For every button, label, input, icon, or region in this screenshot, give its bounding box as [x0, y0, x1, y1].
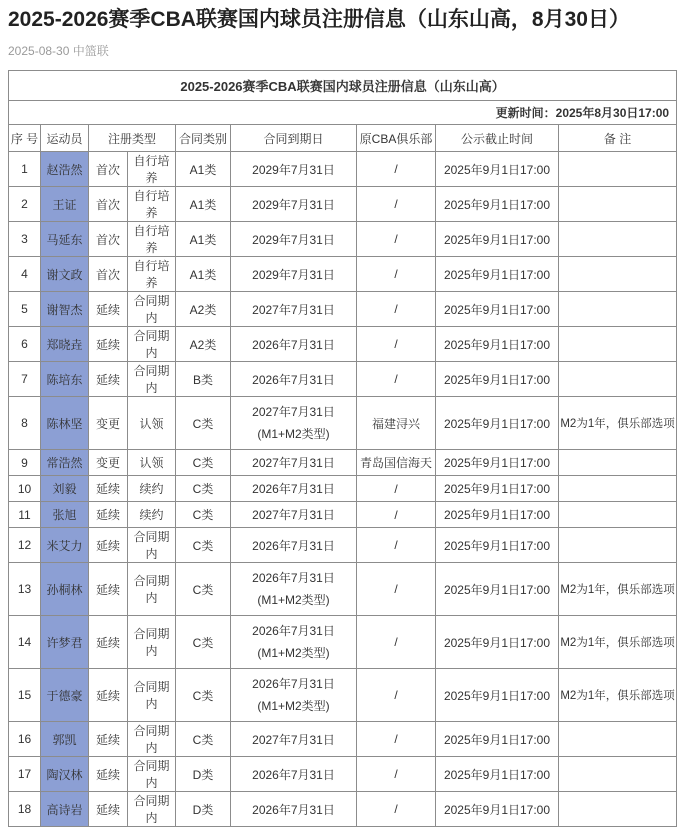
former-club: /: [357, 187, 436, 222]
contract-class: C类: [176, 722, 231, 757]
col-header-expiry: 合同到期日: [231, 125, 357, 152]
row-no: 4: [9, 257, 41, 292]
reg-type: 延续: [89, 476, 128, 502]
contract-class: D类: [176, 757, 231, 792]
player-name: 高诗岩: [41, 792, 89, 827]
publicity-deadline: 2025年9月1日17:00: [436, 152, 559, 187]
publicity-deadline: 2025年9月1日17:00: [436, 616, 559, 669]
contract-expiry: 2026年7月31日: [231, 362, 357, 397]
table-row: [9, 222, 677, 257]
contract-expiry: [231, 616, 357, 669]
contract-class: A2类: [176, 292, 231, 327]
reg-detail: 续约: [128, 476, 176, 502]
col-header-former-club: 原CBA俱乐部: [357, 125, 436, 152]
row-no: 1: [9, 152, 41, 187]
player-name: 谢文政: [41, 257, 89, 292]
table-title: 2025-2026赛季CBA联赛国内球员注册信息（山东山高）: [9, 71, 677, 101]
row-no: 6: [9, 327, 41, 362]
reg-detail: 自行培养: [128, 257, 176, 292]
contract-expiry: [231, 669, 357, 722]
table-title-row: [9, 71, 677, 101]
table-row: [9, 292, 677, 327]
remark: M2为1年，俱乐部选项: [559, 397, 677, 450]
contract-expiry: 2029年7月31日: [231, 152, 357, 187]
reg-detail: 续约: [128, 502, 176, 528]
player-name: 于德豪: [41, 669, 89, 722]
table-row: [9, 397, 677, 450]
reg-detail: 认领: [128, 450, 176, 476]
publicity-deadline: 2025年9月1日17:00: [436, 362, 559, 397]
player-name: 陶汉林: [41, 757, 89, 792]
reg-type: 延续: [89, 792, 128, 827]
col-header-contract-class: 合同类别: [176, 125, 231, 152]
table-row: [9, 476, 677, 502]
reg-detail: 自行培养: [128, 187, 176, 222]
table-row: [9, 450, 677, 476]
reg-type: 延续: [89, 616, 128, 669]
publicity-deadline: 2025年9月1日17:00: [436, 669, 559, 722]
reg-type: 首次: [89, 152, 128, 187]
publicity-deadline: 2025年9月1日17:00: [436, 187, 559, 222]
expiry-line2: (M1+M2类型): [257, 593, 330, 608]
column-header-row: [9, 125, 677, 152]
reg-detail: 合同期内: [128, 528, 176, 563]
table-row: [9, 502, 677, 528]
expiry-line1: 2026年7月31日: [252, 677, 335, 692]
player-name: 郭凯: [41, 722, 89, 757]
publicity-deadline: 2025年9月1日17:00: [436, 563, 559, 616]
col-header-no: 序 号: [9, 125, 41, 152]
former-club: /: [357, 327, 436, 362]
contract-class: C类: [176, 502, 231, 528]
remark: M2为1年，俱乐部选项: [559, 563, 677, 616]
contract-expiry: 2029年7月31日: [231, 257, 357, 292]
publicity-deadline: 2025年9月1日17:00: [436, 792, 559, 827]
player-name: 米艾力: [41, 528, 89, 563]
remark: [559, 450, 677, 476]
reg-type: 首次: [89, 187, 128, 222]
remark: [559, 327, 677, 362]
publicity-deadline: 2025年9月1日17:00: [436, 528, 559, 563]
player-name: 陈培东: [41, 362, 89, 397]
former-club: /: [357, 616, 436, 669]
remark: M2为1年，俱乐部选项: [559, 669, 677, 722]
contract-expiry: 2027年7月31日: [231, 502, 357, 528]
reg-detail: 合同期内: [128, 616, 176, 669]
reg-type: 延续: [89, 669, 128, 722]
table-row: [9, 187, 677, 222]
row-no: 15: [9, 669, 41, 722]
player-name: 张旭: [41, 502, 89, 528]
reg-detail: 合同期内: [128, 292, 176, 327]
table-row: [9, 757, 677, 792]
publicity-deadline: 2025年9月1日17:00: [436, 257, 559, 292]
article-page: [0, 6, 684, 827]
publicity-deadline: 2025年9月1日17:00: [436, 450, 559, 476]
contract-expiry: 2029年7月31日: [231, 222, 357, 257]
publicity-deadline: 2025年9月1日17:00: [436, 502, 559, 528]
reg-detail: 合同期内: [128, 722, 176, 757]
reg-detail: 合同期内: [128, 792, 176, 827]
contract-class: A1类: [176, 187, 231, 222]
contract-expiry: 2026年7月31日: [231, 327, 357, 362]
article-meta: 2025-08-30 中篮联: [8, 44, 109, 59]
remark: [559, 528, 677, 563]
remark: [559, 222, 677, 257]
reg-detail: 合同期内: [128, 563, 176, 616]
contract-class: A1类: [176, 222, 231, 257]
player-name: 谢智杰: [41, 292, 89, 327]
reg-type: 首次: [89, 222, 128, 257]
remark: M2为1年，俱乐部选项: [559, 616, 677, 669]
row-no: 8: [9, 397, 41, 450]
col-header-remark: 备 注: [559, 125, 677, 152]
contract-class: C类: [176, 476, 231, 502]
contract-expiry: 2029年7月31日: [231, 187, 357, 222]
table-row: [9, 528, 677, 563]
player-name: 王证: [41, 187, 89, 222]
contract-expiry: 2027年7月31日: [231, 722, 357, 757]
player-name: 赵浩然: [41, 152, 89, 187]
remark: [559, 362, 677, 397]
reg-type: 延续: [89, 528, 128, 563]
player-name: 陈林坚: [41, 397, 89, 450]
table-row: [9, 327, 677, 362]
reg-detail: 合同期内: [128, 669, 176, 722]
row-no: 9: [9, 450, 41, 476]
former-club: 福建浔兴: [357, 397, 436, 450]
former-club: /: [357, 563, 436, 616]
reg-type: 变更: [89, 450, 128, 476]
col-header-deadline: 公示截止时间: [436, 125, 559, 152]
update-time-row: [9, 101, 677, 125]
reg-type: 延续: [89, 757, 128, 792]
player-name: 刘毅: [41, 476, 89, 502]
remark: [559, 152, 677, 187]
registration-table: [8, 70, 677, 827]
contract-class: A1类: [176, 152, 231, 187]
reg-detail: 合同期内: [128, 327, 176, 362]
row-no: 11: [9, 502, 41, 528]
former-club: /: [357, 257, 436, 292]
col-header-player: 运动员: [41, 125, 89, 152]
publicity-deadline: 2025年9月1日17:00: [436, 476, 559, 502]
former-club: /: [357, 722, 436, 757]
remark: [559, 476, 677, 502]
expiry-line1: 2026年7月31日: [252, 571, 335, 586]
row-no: 17: [9, 757, 41, 792]
row-no: 13: [9, 563, 41, 616]
contract-expiry: 2026年7月31日: [231, 476, 357, 502]
player-name: 郑晓垚: [41, 327, 89, 362]
row-no: 3: [9, 222, 41, 257]
row-no: 10: [9, 476, 41, 502]
table-row: [9, 616, 677, 669]
reg-type: 延续: [89, 327, 128, 362]
contract-class: A2类: [176, 327, 231, 362]
former-club: /: [357, 792, 436, 827]
row-no: 14: [9, 616, 41, 669]
contract-class: C类: [176, 528, 231, 563]
contract-expiry: [231, 397, 357, 450]
former-club: /: [357, 757, 436, 792]
table-row: [9, 669, 677, 722]
player-name: 孙桐林: [41, 563, 89, 616]
remark: [559, 187, 677, 222]
contract-expiry: 2026年7月31日: [231, 528, 357, 563]
row-no: 7: [9, 362, 41, 397]
table-row: [9, 152, 677, 187]
expiry-line2: (M1+M2类型): [257, 646, 330, 661]
publicity-deadline: 2025年9月1日17:00: [436, 757, 559, 792]
row-no: 16: [9, 722, 41, 757]
expiry-line2: (M1+M2类型): [257, 427, 330, 442]
player-name: 常浩然: [41, 450, 89, 476]
reg-type: 延续: [89, 502, 128, 528]
remark: [559, 722, 677, 757]
former-club: 青岛国信海天: [357, 450, 436, 476]
table-row: [9, 563, 677, 616]
former-club: /: [357, 476, 436, 502]
contract-class: C类: [176, 450, 231, 476]
reg-detail: 自行培养: [128, 222, 176, 257]
former-club: /: [357, 292, 436, 327]
remark: [559, 502, 677, 528]
former-club: /: [357, 669, 436, 722]
row-no: 18: [9, 792, 41, 827]
publicity-deadline: 2025年9月1日17:00: [436, 222, 559, 257]
remark: [559, 292, 677, 327]
page-title: 2025-2026赛季CBA联赛国内球员注册信息（山东山高，8月30日）: [8, 8, 630, 31]
reg-detail: 认领: [128, 397, 176, 450]
contract-class: D类: [176, 792, 231, 827]
row-no: 12: [9, 528, 41, 563]
remark: [559, 792, 677, 827]
contract-class: C类: [176, 397, 231, 450]
reg-type: 延续: [89, 292, 128, 327]
publicity-deadline: 2025年9月1日17:00: [436, 327, 559, 362]
contract-class: A1类: [176, 257, 231, 292]
contract-expiry: [231, 563, 357, 616]
remark: [559, 257, 677, 292]
reg-type: 延续: [89, 722, 128, 757]
update-time: 更新时间：2025年8月30日17:00: [9, 101, 677, 125]
col-header-reg-type: 注册类型: [89, 125, 176, 152]
contract-expiry: 2027年7月31日: [231, 450, 357, 476]
former-club: /: [357, 222, 436, 257]
former-club: /: [357, 502, 436, 528]
reg-type: 延续: [89, 362, 128, 397]
row-no: 5: [9, 292, 41, 327]
contract-class: C类: [176, 669, 231, 722]
contract-class: C类: [176, 616, 231, 669]
contract-expiry: 2026年7月31日: [231, 757, 357, 792]
expiry-line2: (M1+M2类型): [257, 699, 330, 714]
expiry-line1: 2027年7月31日: [252, 405, 335, 420]
reg-type: 变更: [89, 397, 128, 450]
table-row: [9, 722, 677, 757]
contract-expiry: 2026年7月31日: [231, 792, 357, 827]
reg-type: 首次: [89, 257, 128, 292]
table-row: [9, 362, 677, 397]
reg-detail: 自行培养: [128, 152, 176, 187]
former-club: /: [357, 528, 436, 563]
player-name: 许梦君: [41, 616, 89, 669]
row-no: 2: [9, 187, 41, 222]
remark: [559, 757, 677, 792]
table-head-section: [9, 71, 677, 152]
former-club: /: [357, 362, 436, 397]
reg-detail: 合同期内: [128, 362, 176, 397]
publicity-deadline: 2025年9月1日17:00: [436, 722, 559, 757]
contract-class: B类: [176, 362, 231, 397]
table-row: [9, 792, 677, 827]
publicity-deadline: 2025年9月1日17:00: [436, 397, 559, 450]
table-body: [9, 152, 677, 827]
expiry-line1: 2026年7月31日: [252, 624, 335, 639]
contract-expiry: 2027年7月31日: [231, 292, 357, 327]
reg-type: 延续: [89, 563, 128, 616]
player-name: 马延东: [41, 222, 89, 257]
reg-detail: 合同期内: [128, 757, 176, 792]
contract-class: C类: [176, 563, 231, 616]
table-row: [9, 257, 677, 292]
publicity-deadline: 2025年9月1日17:00: [436, 292, 559, 327]
former-club: /: [357, 152, 436, 187]
